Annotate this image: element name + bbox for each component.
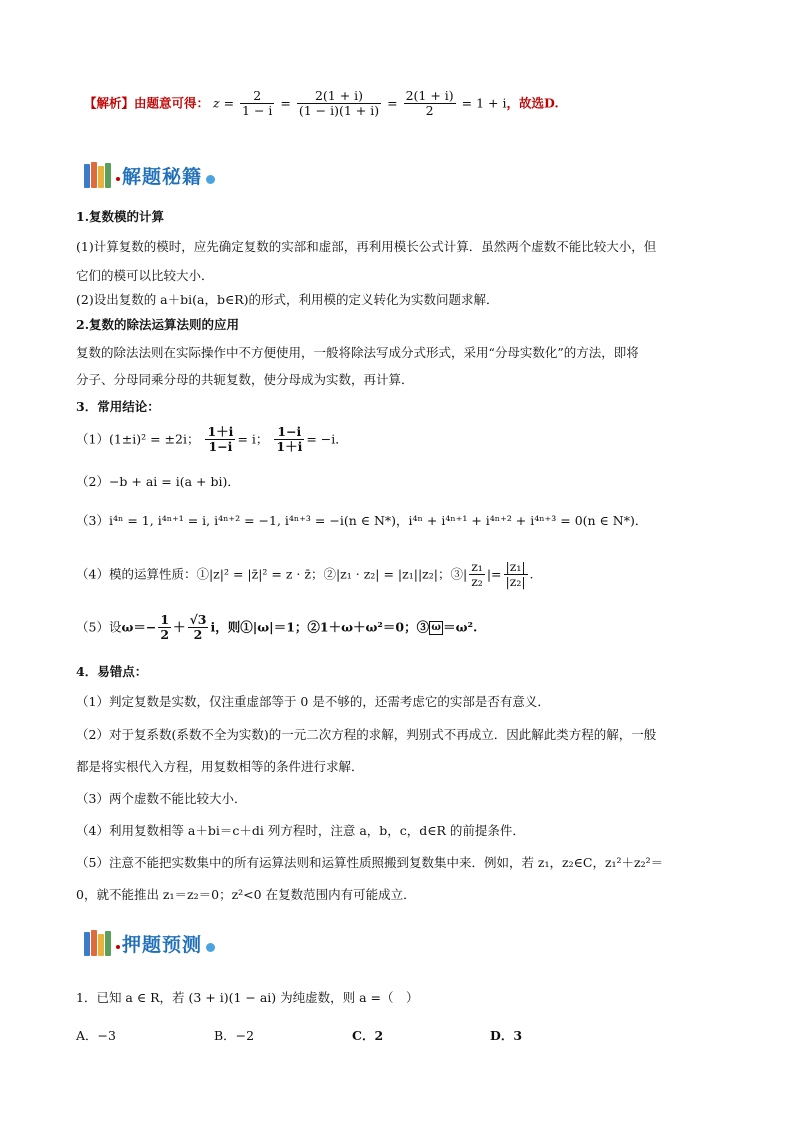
analysis-lead: 由题意可得： xyxy=(134,95,210,111)
secret-heading-3: 3．常用结论： xyxy=(76,399,160,414)
secret-heading-4: 4．易错点： xyxy=(76,664,148,679)
secret-section-header xyxy=(84,160,215,190)
books-icon xyxy=(84,930,112,956)
conclusion-5: （5）设ω＝− $\frac{1}{2}$ ＋ $\frac{√3}{2}$ i，则①|ω|＝1；②1＋ω＋ω²＝0；③ ω ＝ω². xyxy=(76,612,478,643)
blue-dot-icon xyxy=(206,175,215,184)
analysis-result: = 1 + i xyxy=(461,95,507,111)
analysis-fraction-2: $\frac{2(1 + i)}{(1 - i)(1 + i)}$ xyxy=(298,88,380,119)
option-d: D．3 xyxy=(490,1028,523,1043)
secret-paragraph-1a: (1)计算复数的模时，应先确定复数的实部和虚部，再利用模长公式计算．虽然两个虚数不能比较大小，但 xyxy=(76,239,657,254)
conclusion-1-fraction-2: $\frac{1-i}{1+i}$ xyxy=(276,424,303,455)
secret-paragraph-2: (2)设出复数的 a＋bi(a，b∈R)的形式，利用模的定义转化为实数问题求解． xyxy=(76,292,499,307)
conclusion-4-fraction-1: $\frac{\text{z₁}}{\text{z₂}}$ xyxy=(471,559,483,590)
analysis-tag: 【解析】 xyxy=(84,95,135,111)
option-b: B．−2 xyxy=(214,1028,255,1043)
question-stem: 1．已知 a ∈ R，若 (3 + i)(1 − ai) 为纯虚数，则 a =（ ） xyxy=(76,990,419,1005)
error-2b: 都是将实根代入方程，用复数相等的条件进行求解． xyxy=(76,759,364,774)
secret-paragraph-3b: 分子、分母同乘分母的共轭复数，使分母成为实数，再计算． xyxy=(76,372,414,387)
conclusion-3: （3）i⁴ⁿ = 1, i⁴ⁿ⁺¹ = i, i⁴ⁿ⁺² = −1, i⁴ⁿ⁺³ = −i(n ∈ N*)，i⁴ⁿ + i⁴ⁿ⁺¹ + i⁴ⁿ⁺² + i⁴ⁿ⁺³ = 0(n ∈ N*)． xyxy=(76,513,648,528)
blue-dot-icon xyxy=(206,943,215,952)
option-c: C．2 xyxy=(352,1028,384,1043)
secret-heading-1: 1.复数模的计算 xyxy=(76,209,165,224)
error-3: （3）两个虚数不能比较大小． xyxy=(76,791,247,806)
analysis-tail: ，故选D. xyxy=(506,95,559,111)
error-4: （4）利用复数相等 a＋bi＝c＋di 列方程时，注意 a，b，c，d∈R 的前提条件． xyxy=(76,823,525,838)
predict-section-header xyxy=(84,928,215,958)
conclusion-1-fraction-1: $\frac{1+i}{1-i}$ xyxy=(207,424,234,455)
secret-paragraph-1b: 它们的模可以比较大小． xyxy=(76,268,214,283)
error-1: （1）判定复数是实数，仅注重虚部等于 0 是不够的，还需考虑它的实部是否有意义． xyxy=(76,694,550,709)
error-2a: （2）对于复系数(系数不全为实数)的一元二次方程的求解，判别式不再成立．因此解此类方程的解，一般 xyxy=(76,727,657,742)
conclusion-4-fraction-2: $\frac{\text{|z₁|}}{\text{|z₂|}}$ xyxy=(505,559,526,590)
secret-section-title: 解题秘籍 xyxy=(122,165,203,188)
conclusion-1: （1）(1±i)² = ±2i； $\frac{1+i}{1-i}$ = i； $\frac{1-i}{1+i}$ = −i． xyxy=(76,424,348,455)
error-5b: 0，就不能推出 z₁＝z₂＝0；z²<0 在复数范围内有可能成立． xyxy=(76,887,416,902)
conclusion-5-fraction-1: $\frac{1}{2}$ xyxy=(160,612,170,643)
books-icon xyxy=(84,162,112,188)
analysis-fraction-1: $\frac{2}{1 - i}$ xyxy=(242,88,273,119)
analysis-line: 【解析】由题意可得： z = $\frac{2}{1 - i}$ = $\frac{2(1 + i)}{(1 - i)(1 + i)}$ = $\frac{2(1 + i)}{2}$ = 1 + i，故选D. xyxy=(84,88,559,119)
conclusion-4: （4）模的运算性质：①|z|² = |z̄|² = z · z̄；②|z₁ · z₂| = |z₁||z₂|；③| $\frac{\text{z₁}}{\text{z₂}}$ |= $\frac{\text{|z₁|}}{\text{|z₂|}}$ . xyxy=(76,559,534,590)
conclusion-5-fraction-2: $\frac{√3}{2}$ xyxy=(189,612,207,643)
secret-paragraph-3a: 复数的除法法则在实际操作中不方便使用，一般将除法写成分式形式，采用“分母实数化”的方法，即将 xyxy=(76,345,639,360)
predict-section-title: 押题预测 xyxy=(122,933,203,956)
option-a: A．−3 xyxy=(76,1028,116,1043)
omega-conjugate-box: ω xyxy=(429,621,443,635)
analysis-fraction-3: $\frac{2(1 + i)}{2}$ xyxy=(405,88,454,119)
analysis-z: z = xyxy=(213,95,235,111)
red-dot-icon xyxy=(116,177,120,181)
red-dot-icon xyxy=(116,945,120,949)
conclusion-2: （2）−b + ai = i(a + bi)． xyxy=(76,474,240,489)
secret-heading-2: 2.复数的除法运算法则的应用 xyxy=(76,317,240,332)
error-5a: （5）注意不能把实数集中的所有运算法则和运算性质照搬到复数集中来．例如，若 z₁，z₂∈C，z₁²＋z₂²＝ xyxy=(76,855,664,870)
